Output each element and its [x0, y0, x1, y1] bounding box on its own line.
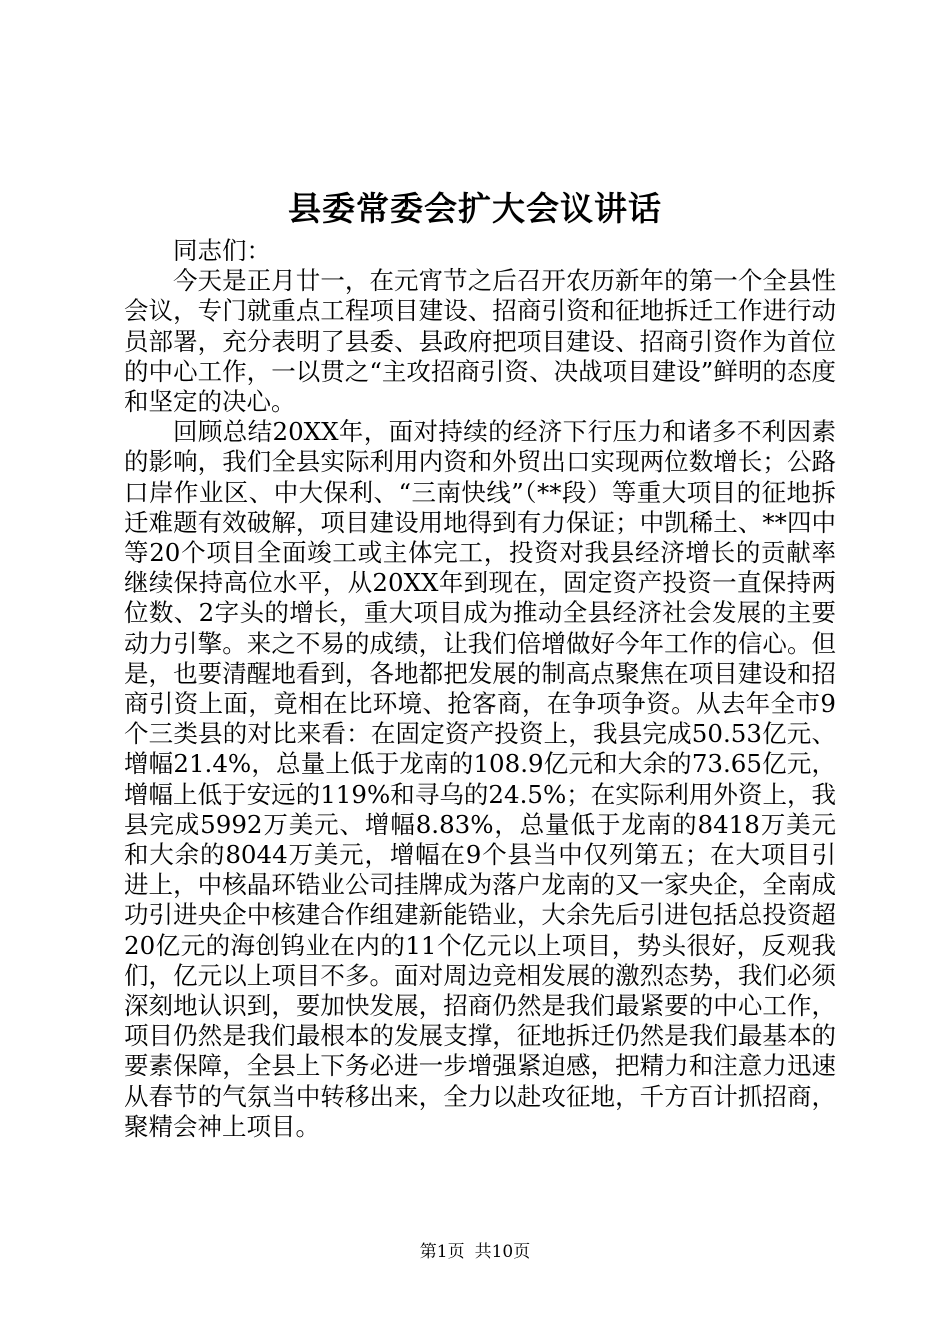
page-total: 共10页 — [474, 1242, 531, 1262]
page-number: 第1页 — [419, 1242, 465, 1262]
salutation: 同志们： — [173, 236, 271, 265]
page-footer — [0, 1241, 950, 1263]
document-body — [124, 236, 836, 1142]
paragraph-1: 今天是正月廿一，在元宵节之后召开农历新年的第一个全县性会议，专门就重点工程项目建设、招商引资和征地拆迁工作进行动员部署，充分表明了县委、县政府把项目建设、招商引资作为首位的中心工作，一以贯之“主攻招商引资、决战项目建设”鲜明的态度和坚定的决心。 — [124, 266, 836, 417]
document-title: 县委常委会扩大会议讲话 — [288, 189, 662, 228]
paragraph-2: 回顾总结20XX年，面对持续的经济下行压力和诸多不利因素的影响，我们全县实际利用内资和外贸出口实现两位数增长；公路口岸作业区、中大保利、“三南快线”（**段）等重大项目的征地拆迁难题有效破解，项目建设用地得到有力保证；中凯稀土、**四中等20个项目全面竣工或主体完工，投资对我县经济增长的贡献率继续保持高位水平，从20XX年到现在，固定资产投资一直保持两位数、2字头的增长，重大项目成为推动全县经济社会发展的主要动力引擎。来之不易的成绩，让我们倍增做好今年工作的信心。但是，也要清醒地看到，各地都把发展的制高点聚焦在项目建设和招商引资上面，竟相在比环境、抢客商，在争项争资。从去年全市9个三类县的对比来看：在固定资产投资上，我县完成50.53亿元、增幅21.4%，总量上低于龙南的108.9亿元和大余的73.65亿元，增幅上低于安远的119%和寻乌的24.5%；在实际利用外资上，我县完成5992万美元、增幅8.83%，总量低于龙南的8418万美元和大余的8044万美元，增幅在9个县当中仅列第五；在大项目引进上，中核晶环锆业公司挂牌成为落户龙南的又一家央企，全南成功引进央企中核建合作组建新能锆业，大余先后引进包括总投资超20亿元的海创钨业在内的11个亿元以上项目，势头很好，反观我们，亿元以上项目不多。面对周边竞相发展的激烈态势，我们必须深刻地认识到，要加快发展，招商仍然是我们最紧要的中心工作，项目仍然是我们最根本的发展支撑，征地拆迁仍然是我们最基本的要素保障，全县上下务必进一步增强紧迫感，把精力和注意力迅速从春节的气氛当中转移出来，全力以赴攻征地，千方百计抓招商，聚精会神上项目。 — [124, 417, 836, 1141]
